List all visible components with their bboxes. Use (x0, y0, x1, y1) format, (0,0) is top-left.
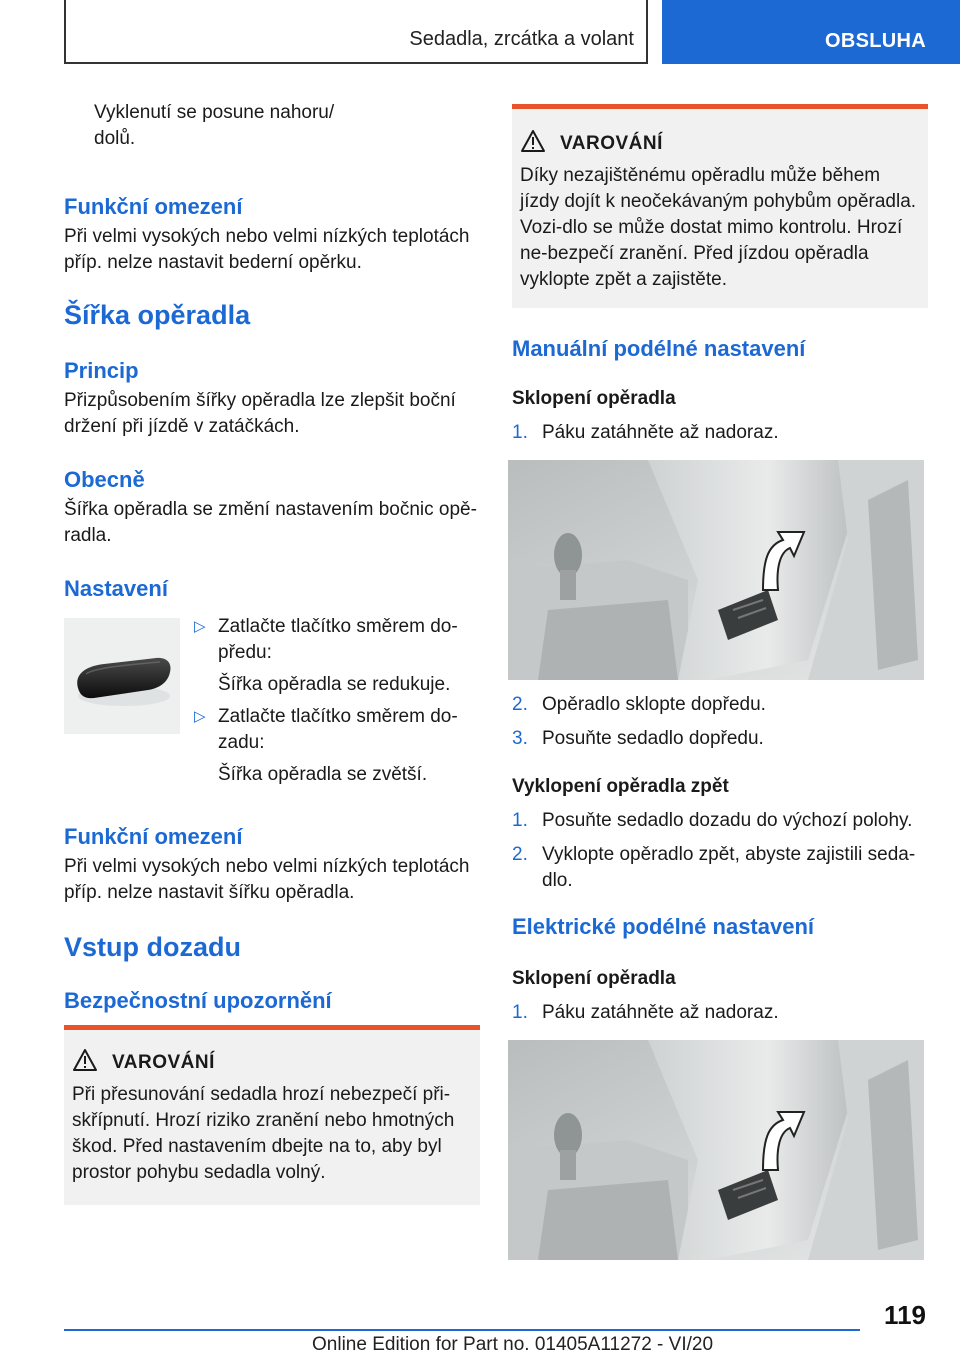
section-title: Sedadla, zrcátka a volant (409, 28, 634, 50)
principle-text: Přizpůsobením šířky opěradla lze zlepšit boční držení při jízdě v zatáčkách. (64, 390, 456, 437)
manual-fold-heading: Sklopení opěradla (512, 388, 676, 409)
general-section (64, 465, 480, 549)
manual-unfold-heading: Vyklopení opěradla zpět (512, 776, 729, 797)
manual-section (512, 334, 928, 364)
electric-fold-step-1: 1. Páku zatáhněte až nadoraz. (512, 1002, 779, 1023)
setting-bullets (194, 614, 480, 788)
warning-title-left: VAROVÁNÍ (112, 1050, 472, 1076)
manual-fold-step-2: 2. Opěradlo sklopte dopředu. (512, 694, 766, 715)
bullet-backward: ▷ Zatlačte tlačítko směrem do-zadu: Šířka opěradla se zvětší. (194, 704, 480, 788)
width-button-image (64, 618, 180, 734)
general-heading: Obecně (64, 467, 145, 492)
electric-fold-heading: Sklopení opěradla (512, 968, 676, 989)
manual-unfold-section (512, 774, 928, 894)
manual-unfold-step-1: 1. Posuňte sedadlo dozadu do výchozí polohy. (512, 810, 913, 831)
func-limit-heading-1: Funkční omezení (64, 194, 243, 219)
safety-heading: Bezpečnostní upozornění (64, 988, 332, 1013)
principle-heading: Princip (64, 358, 139, 383)
triangle-bullet-icon: ▷ (194, 618, 206, 635)
principle-section (64, 356, 480, 440)
warning-triangle-icon (72, 1048, 98, 1072)
warning-box-left (64, 1025, 480, 1205)
func-limit-section-1 (64, 192, 480, 276)
edition-footer: Online Edition for Part no. 01405A11272 - VI/20 (312, 1334, 714, 1355)
width-heading: Šířka opěradla (64, 300, 251, 330)
electric-fold-section (512, 966, 928, 1026)
manual-fold-section (512, 386, 928, 446)
rear-access-section (64, 930, 480, 964)
manual-fold-steps-after (512, 692, 928, 752)
manual-heading: Manuální podélné nastavení (512, 336, 806, 361)
warning-triangle-icon (520, 129, 546, 153)
bullet-backward-result: Šířka opěradla se zvětší. (218, 764, 428, 785)
header-section-box (64, 0, 648, 64)
func-limit-text-2: Při velmi vysokých nebo velmi nízkých teplotách příp. nelze nastavit šířku opěradla. (64, 856, 470, 903)
electric-heading: Elektrické podélné nastavení (512, 914, 815, 939)
warning-text-right: Díky nezajištěnému opěradlu může během jízdy dojít k neočekávaným pohybům opěradla. Vozi-dlo se může dostat mimo kontrolu. Hrozí ne-bezpečí zranění. Před jízdou opěradla vyklopte zpět a zajistěte. (520, 165, 917, 290)
func-limit-text-1: Při velmi vysokých nebo velmi nízkých teplotách příp. nelze nastavit bederní opěrku. (64, 226, 470, 273)
bullet-forward-result: Šířka opěradla se redukuje. (218, 674, 451, 695)
seat-lever-image-2 (508, 1040, 924, 1260)
intro-paragraph: Vyklenutí se posune nahoru/ dolů. (94, 102, 335, 149)
general-text: Šířka opěradla se změní nastavením bočnic opě-radla. (64, 499, 477, 546)
rear-access-heading: Vstup dozadu (64, 932, 241, 962)
bullet-forward: ▷ Zatlačte tlačítko směrem do-předu: Šířka opěradla se redukuje. (194, 614, 480, 698)
electric-section (512, 912, 928, 942)
manual-fold-step-1: 1. Páku zatáhněte až nadoraz. (512, 422, 779, 443)
triangle-bullet-icon: ▷ (194, 708, 206, 725)
chapter-tab-label: OBSLUHA (825, 30, 926, 52)
warning-text-left: Při přesunování sedadla hrozí nebezpečí při-skřípnutí. Hrozí riziko zranění nebo hmotných škod. Před nastavením dbejte na to, aby byl prostor pohybu sedadla volný. (72, 1084, 455, 1183)
width-section (64, 298, 480, 332)
chapter-tab[interactable] (662, 0, 960, 64)
warning-box-right (512, 104, 928, 308)
warning-title-right: VAROVÁNÍ (560, 131, 920, 157)
manual-unfold-step-2: 2. Vyklopte opěradlo zpět, abyste zajistili seda-dlo. (512, 844, 916, 891)
setting-section (64, 574, 480, 604)
manual-fold-step-3: 3. Posuňte sedadlo dopředu. (512, 728, 764, 749)
seat-lever-image-1 (508, 460, 924, 680)
func-limit-heading-2: Funkční omezení (64, 824, 243, 849)
setting-heading: Nastavení (64, 576, 168, 601)
safety-section (64, 986, 480, 1016)
footer-divider (64, 1329, 860, 1331)
page-number: 119 (884, 1300, 926, 1330)
func-limit-section-2 (64, 822, 480, 906)
